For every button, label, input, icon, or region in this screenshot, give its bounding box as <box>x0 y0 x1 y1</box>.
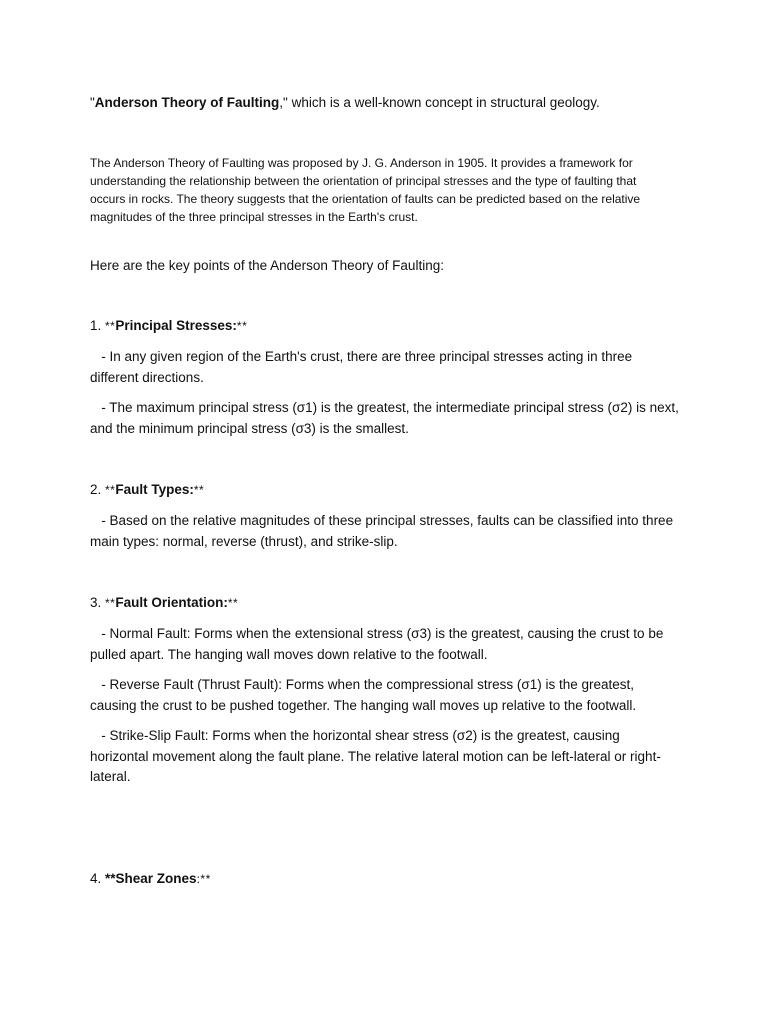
section-title: Shear Zones <box>115 871 197 886</box>
intro-title: Anderson Theory of Faulting <box>94 95 280 110</box>
section-title: Principal Stresses: <box>115 318 237 333</box>
section-heading-fault-types <box>90 480 680 500</box>
markdown-bold-mark: ** <box>105 596 116 610</box>
bullet-item: - Reverse Fault (Thrust Fault): Forms when the compressional stress (σ1) is the greatest, causing the crust to be pushed together. The hanging wall moves up relative to the footwall. <box>90 677 638 713</box>
bullet-item: - Normal Fault: Forms when the extensional stress (σ3) is the greatest, causing the crust to be pulled apart. The hanging wall moves down relative to the footwall. <box>90 626 668 662</box>
section-number: 3. <box>90 595 106 610</box>
section-heading-principal-stresses <box>90 316 680 336</box>
section-heading-fault-orientation <box>90 593 680 613</box>
markdown-bold-mark: :** <box>196 872 211 886</box>
section-number: 1. <box>90 318 106 333</box>
markdown-bold-mark: ** <box>105 483 116 497</box>
intro-line <box>90 93 680 113</box>
markdown-bold-mark: ** <box>105 871 116 886</box>
section-heading-shear-zones <box>90 869 680 889</box>
section-number: 4. <box>90 871 106 886</box>
key-points-lead: Here are the key points of the Anderson Theory of Faulting: <box>90 258 444 273</box>
bullet-item: - In any given region of the Earth's crust, there are three principal stresses acting in three different directions. <box>90 349 636 385</box>
markdown-bold-mark: ** <box>105 319 116 333</box>
bullet-item: - Based on the relative magnitudes of these principal stresses, faults can be classified into three main types: normal, reverse (thrust), and strike-slip. <box>90 513 677 549</box>
intro-open-quote: " <box>90 95 95 110</box>
summary-paragraph: The Anderson Theory of Faulting was proposed by J. G. Anderson in 1905. It provides a framework for understanding the relationship between the orientation of principal stresses and the type of faulting that occurs in rocks. The theory suggests that the orientation of faults can be predicted based on the relative magnitudes of the three principal stresses in the Earth's crust. <box>90 156 641 224</box>
intro-rest: ," which is a well-known concept in structural geology. <box>279 95 600 110</box>
section-title: Fault Orientation: <box>115 595 228 610</box>
bullet-item: - The maximum principal stress (σ1) is the greatest, the intermediate principal stress (σ2) is next, and the minimum principal stress (σ3) is the smallest. <box>90 400 683 436</box>
section-title: Fault Types: <box>115 482 194 497</box>
section-number: 2. <box>90 482 106 497</box>
markdown-bold-mark: ** <box>236 319 248 333</box>
bullet-item: - Strike-Slip Fault: Forms when the horizontal shear stress (σ2) is the greatest, causing horizontal movement along the fault plane. The relative lateral motion can be left-lateral or right-lateral. <box>90 728 661 784</box>
markdown-bold-mark: ** <box>227 596 239 610</box>
markdown-bold-mark: ** <box>193 483 205 497</box>
